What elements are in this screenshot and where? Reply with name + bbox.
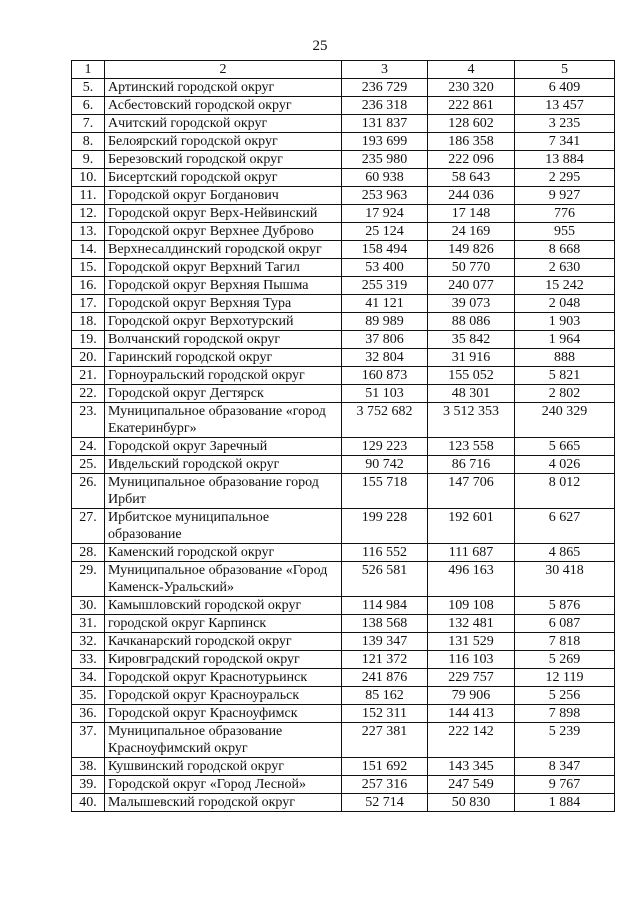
row-value-4: 247 549 <box>428 776 515 794</box>
row-value-3: 152 311 <box>342 705 428 723</box>
row-value-3: 25 124 <box>342 223 428 241</box>
row-name: Городской округ Заречный <box>105 438 342 456</box>
row-value-3: 193 699 <box>342 133 428 151</box>
row-number: 26. <box>72 474 105 509</box>
row-value-3: 121 372 <box>342 651 428 669</box>
row-value-3: 51 103 <box>342 385 428 403</box>
row-value-5: 5 239 <box>515 723 615 758</box>
row-number: 13. <box>72 223 105 241</box>
row-name: Бисертский городской округ <box>105 169 342 187</box>
table-row <box>72 633 615 651</box>
row-number: 39. <box>72 776 105 794</box>
row-number: 7. <box>72 115 105 133</box>
row-value-4: 50 770 <box>428 259 515 277</box>
row-number: 5. <box>72 79 105 97</box>
row-value-4: 155 052 <box>428 367 515 385</box>
row-value-5: 6 627 <box>515 509 615 544</box>
row-number: 28. <box>72 544 105 562</box>
table-row <box>72 169 615 187</box>
table-row <box>72 277 615 295</box>
table-row <box>72 544 615 562</box>
row-value-4: 229 757 <box>428 669 515 687</box>
row-value-4: 240 077 <box>428 277 515 295</box>
row-value-3: 32 804 <box>342 349 428 367</box>
table-row <box>72 615 615 633</box>
row-number: 29. <box>72 562 105 597</box>
row-value-5: 8 012 <box>515 474 615 509</box>
row-number: 19. <box>72 331 105 349</box>
table-row <box>72 385 615 403</box>
row-value-4: 132 481 <box>428 615 515 633</box>
row-name: Городской округ Красноуральск <box>105 687 342 705</box>
row-number: 16. <box>72 277 105 295</box>
row-value-3: 53 400 <box>342 259 428 277</box>
table-row <box>72 509 615 544</box>
row-value-4: 116 103 <box>428 651 515 669</box>
row-number: 36. <box>72 705 105 723</box>
row-number: 34. <box>72 669 105 687</box>
row-value-5: 13 884 <box>515 151 615 169</box>
row-name: Камышловский городской округ <box>105 597 342 615</box>
table-row <box>72 562 615 597</box>
row-number: 35. <box>72 687 105 705</box>
table-row <box>72 187 615 205</box>
row-number: 8. <box>72 133 105 151</box>
row-value-4: 222 861 <box>428 97 515 115</box>
row-value-4: 192 601 <box>428 509 515 544</box>
row-value-4: 244 036 <box>428 187 515 205</box>
table-row <box>72 241 615 259</box>
row-value-5: 1 884 <box>515 794 615 812</box>
row-name: Муниципальное образование Красноуфимский округ <box>105 723 342 758</box>
row-value-4: 149 826 <box>428 241 515 259</box>
table-row <box>72 403 615 438</box>
table-row <box>72 313 615 331</box>
table-row <box>72 687 615 705</box>
table-row <box>72 474 615 509</box>
table-row <box>72 438 615 456</box>
table-body <box>72 79 615 812</box>
header-row <box>72 61 615 79</box>
row-name: Городской округ Верхнее Дуброво <box>105 223 342 241</box>
row-value-3: 199 228 <box>342 509 428 544</box>
row-name: Городской округ «Город Лесной» <box>105 776 342 794</box>
row-value-5: 9 767 <box>515 776 615 794</box>
row-value-5: 8 347 <box>515 758 615 776</box>
row-number: 9. <box>72 151 105 169</box>
row-value-5: 6 087 <box>515 615 615 633</box>
header-col-4: 4 <box>428 61 515 79</box>
row-name: Муниципальное образование «город Екатеринбург» <box>105 403 342 438</box>
row-number: 38. <box>72 758 105 776</box>
row-value-3: 236 318 <box>342 97 428 115</box>
row-value-4: 31 916 <box>428 349 515 367</box>
row-name: Городской округ Верхняя Пышма <box>105 277 342 295</box>
row-number: 22. <box>72 385 105 403</box>
row-value-3: 131 837 <box>342 115 428 133</box>
row-value-5: 240 329 <box>515 403 615 438</box>
table-row <box>72 669 615 687</box>
row-value-3: 253 963 <box>342 187 428 205</box>
table-row <box>72 133 615 151</box>
row-value-3: 526 581 <box>342 562 428 597</box>
row-number: 14. <box>72 241 105 259</box>
row-value-5: 7 898 <box>515 705 615 723</box>
row-value-3: 60 938 <box>342 169 428 187</box>
row-value-4: 48 301 <box>428 385 515 403</box>
table-row <box>72 651 615 669</box>
row-value-4: 3 512 353 <box>428 403 515 438</box>
row-value-5: 5 256 <box>515 687 615 705</box>
row-value-5: 8 668 <box>515 241 615 259</box>
table-row <box>72 295 615 313</box>
row-value-5: 1 903 <box>515 313 615 331</box>
row-value-3: 116 552 <box>342 544 428 562</box>
row-value-3: 236 729 <box>342 79 428 97</box>
row-value-4: 39 073 <box>428 295 515 313</box>
row-number: 23. <box>72 403 105 438</box>
row-value-3: 90 742 <box>342 456 428 474</box>
row-value-4: 123 558 <box>428 438 515 456</box>
row-value-5: 6 409 <box>515 79 615 97</box>
table-row <box>72 456 615 474</box>
data-table <box>71 60 615 812</box>
row-number: 18. <box>72 313 105 331</box>
row-value-5: 5 876 <box>515 597 615 615</box>
row-value-4: 79 906 <box>428 687 515 705</box>
header-col-1: 1 <box>72 61 105 79</box>
row-name: Ивдельский городской округ <box>105 456 342 474</box>
row-name: Кировградский городской округ <box>105 651 342 669</box>
row-name: Городской округ Верхняя Тура <box>105 295 342 313</box>
row-value-5: 2 630 <box>515 259 615 277</box>
row-number: 20. <box>72 349 105 367</box>
table-row <box>72 776 615 794</box>
row-value-3: 235 980 <box>342 151 428 169</box>
row-number: 27. <box>72 509 105 544</box>
row-value-5: 776 <box>515 205 615 223</box>
row-value-3: 41 121 <box>342 295 428 313</box>
row-name: Городской округ Красноуфимск <box>105 705 342 723</box>
table-row <box>72 115 615 133</box>
row-value-3: 17 924 <box>342 205 428 223</box>
table-row <box>72 259 615 277</box>
row-value-5: 2 048 <box>515 295 615 313</box>
row-value-3: 139 347 <box>342 633 428 651</box>
row-number: 31. <box>72 615 105 633</box>
row-name: Муниципальное образование «Город Каменск-Уральский» <box>105 562 342 597</box>
row-number: 17. <box>72 295 105 313</box>
row-value-4: 109 108 <box>428 597 515 615</box>
row-value-4: 186 358 <box>428 133 515 151</box>
row-value-4: 35 842 <box>428 331 515 349</box>
header-col-2: 2 <box>105 61 342 79</box>
row-value-5: 7 341 <box>515 133 615 151</box>
row-value-5: 7 818 <box>515 633 615 651</box>
row-value-4: 111 687 <box>428 544 515 562</box>
row-name: Каменский городской округ <box>105 544 342 562</box>
row-number: 32. <box>72 633 105 651</box>
table-row <box>72 151 615 169</box>
row-value-3: 160 873 <box>342 367 428 385</box>
table-row <box>72 723 615 758</box>
row-value-5: 12 119 <box>515 669 615 687</box>
row-name: Волчанский городской округ <box>105 331 342 349</box>
row-name: Верхнесалдинский городской округ <box>105 241 342 259</box>
row-value-5: 2 802 <box>515 385 615 403</box>
row-number: 25. <box>72 456 105 474</box>
row-value-3: 255 319 <box>342 277 428 295</box>
row-number: 10. <box>72 169 105 187</box>
row-value-3: 85 162 <box>342 687 428 705</box>
table-row <box>72 597 615 615</box>
row-name: Городской округ Дегтярск <box>105 385 342 403</box>
row-number: 6. <box>72 97 105 115</box>
row-value-5: 1 964 <box>515 331 615 349</box>
row-value-3: 155 718 <box>342 474 428 509</box>
row-name: Гаринский городской округ <box>105 349 342 367</box>
row-number: 30. <box>72 597 105 615</box>
row-value-5: 9 927 <box>515 187 615 205</box>
row-value-4: 24 169 <box>428 223 515 241</box>
row-value-3: 151 692 <box>342 758 428 776</box>
row-value-3: 52 714 <box>342 794 428 812</box>
header-col-5: 5 <box>515 61 615 79</box>
row-value-4: 86 716 <box>428 456 515 474</box>
row-number: 21. <box>72 367 105 385</box>
row-value-3: 3 752 682 <box>342 403 428 438</box>
row-value-3: 227 381 <box>342 723 428 758</box>
row-value-4: 144 413 <box>428 705 515 723</box>
row-value-4: 143 345 <box>428 758 515 776</box>
row-value-4: 496 163 <box>428 562 515 597</box>
table-row <box>72 705 615 723</box>
row-value-4: 230 320 <box>428 79 515 97</box>
row-name: Городской округ Богданович <box>105 187 342 205</box>
table-row <box>72 758 615 776</box>
row-name: Качканарский городской округ <box>105 633 342 651</box>
row-number: 37. <box>72 723 105 758</box>
row-value-5: 888 <box>515 349 615 367</box>
row-value-5: 2 295 <box>515 169 615 187</box>
row-value-5: 4 026 <box>515 456 615 474</box>
row-number: 11. <box>72 187 105 205</box>
row-number: 24. <box>72 438 105 456</box>
row-value-5: 5 821 <box>515 367 615 385</box>
row-value-4: 58 643 <box>428 169 515 187</box>
row-value-3: 89 989 <box>342 313 428 331</box>
table-row <box>72 349 615 367</box>
row-name: Белоярский городской округ <box>105 133 342 151</box>
row-value-4: 222 142 <box>428 723 515 758</box>
row-value-5: 30 418 <box>515 562 615 597</box>
row-value-4: 131 529 <box>428 633 515 651</box>
row-value-4: 88 086 <box>428 313 515 331</box>
row-number: 15. <box>72 259 105 277</box>
row-value-4: 17 148 <box>428 205 515 223</box>
table-row <box>72 97 615 115</box>
row-value-5: 4 865 <box>515 544 615 562</box>
table-row <box>72 331 615 349</box>
page-number: 25 <box>312 38 328 54</box>
row-value-3: 138 568 <box>342 615 428 633</box>
row-name: Ирбитское муниципальное образование <box>105 509 342 544</box>
row-value-3: 37 806 <box>342 331 428 349</box>
row-value-5: 3 235 <box>515 115 615 133</box>
row-value-4: 222 096 <box>428 151 515 169</box>
row-name: Городской округ Верх-Нейвинский <box>105 205 342 223</box>
row-value-4: 50 830 <box>428 794 515 812</box>
row-name: Асбестовский городской округ <box>105 97 342 115</box>
row-value-5: 955 <box>515 223 615 241</box>
row-value-4: 128 602 <box>428 115 515 133</box>
table-row <box>72 223 615 241</box>
row-name: Городской округ Краснотурьинск <box>105 669 342 687</box>
row-value-3: 158 494 <box>342 241 428 259</box>
row-value-3: 257 316 <box>342 776 428 794</box>
row-number: 12. <box>72 205 105 223</box>
row-number: 33. <box>72 651 105 669</box>
table-row <box>72 794 615 812</box>
row-value-4: 147 706 <box>428 474 515 509</box>
row-value-5: 5 665 <box>515 438 615 456</box>
row-name: Ачитский городской округ <box>105 115 342 133</box>
row-name: Муниципальное образование город Ирбит <box>105 474 342 509</box>
row-value-5: 13 457 <box>515 97 615 115</box>
row-number: 40. <box>72 794 105 812</box>
table-row <box>72 367 615 385</box>
row-name: Малышевский городской округ <box>105 794 342 812</box>
header-col-3: 3 <box>342 61 428 79</box>
row-value-3: 114 984 <box>342 597 428 615</box>
row-name: Городской округ Верхний Тагил <box>105 259 342 277</box>
row-name: городской округ Карпинск <box>105 615 342 633</box>
row-name: Березовский городской округ <box>105 151 342 169</box>
row-name: Горноуральский городской округ <box>105 367 342 385</box>
row-value-5: 15 242 <box>515 277 615 295</box>
row-value-3: 129 223 <box>342 438 428 456</box>
table-row <box>72 79 615 97</box>
row-name: Городской округ Верхотурский <box>105 313 342 331</box>
row-value-5: 5 269 <box>515 651 615 669</box>
table-row <box>72 205 615 223</box>
row-value-3: 241 876 <box>342 669 428 687</box>
row-name: Артинский городской округ <box>105 79 342 97</box>
row-name: Кушвинский городской округ <box>105 758 342 776</box>
